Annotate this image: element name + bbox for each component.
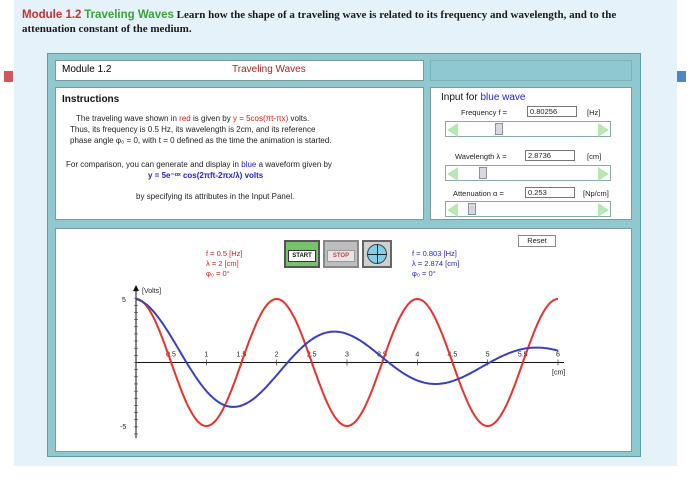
applet-module-label: Module 1.2 (62, 64, 112, 75)
x-tick-label: 2 (274, 351, 279, 359)
input-panel-heading (441, 92, 526, 103)
wavelength-slider[interactable] (445, 165, 611, 181)
side-marker-red (4, 71, 13, 82)
instruction-line-4 (66, 160, 332, 169)
start-button[interactable] (284, 240, 320, 268)
wave-graph-panel (55, 228, 632, 452)
red-phase: φ₀ = 0° (206, 269, 230, 278)
text-part: For comparison, you can generate and display in (66, 160, 242, 169)
arrow-right-icon[interactable] (598, 167, 609, 181)
instruction-line-6: by specifying its attributes in the Input Panel. (136, 192, 295, 201)
module-header (22, 8, 670, 36)
frequency-input[interactable]: 0.80256 (527, 106, 577, 117)
text-part: Input for (441, 92, 481, 103)
red-frequency: f = 0.5 [Hz] (206, 249, 243, 258)
titlebar-spacer (430, 60, 632, 81)
text-part: volts. (288, 114, 310, 123)
red-equation: y = 5cos(πt-πx) (232, 114, 289, 123)
side-marker-blue (677, 71, 686, 82)
x-tick-label: 5 (485, 351, 490, 359)
wavelength-unit: [cm] (587, 152, 602, 161)
input-panel (430, 87, 632, 220)
text-part: The traveling wave shown in (76, 114, 180, 123)
stop-button[interactable] (323, 240, 359, 268)
blue-wave-params (412, 249, 459, 279)
blue-word: blue (241, 160, 257, 169)
red-wavelength: λ = 2 [cm] (206, 259, 239, 268)
x-tick-label: 6 (556, 351, 560, 359)
frequency-slider[interactable] (445, 121, 611, 137)
applet-title: Traveling Waves (232, 64, 306, 75)
arrow-right-icon[interactable] (598, 203, 609, 217)
y-axis-label: [Volts] (142, 288, 162, 295)
blue-phase: φ₀ = 0° (412, 269, 436, 278)
module-number: Module 1.2 (22, 9, 82, 21)
stop-label: STOP (327, 250, 355, 262)
crosshair-toggle-button[interactable] (362, 240, 392, 268)
blue-frequency: f = 0.803 [Hz] (412, 249, 457, 258)
x-tick-label: 3.5 (377, 351, 387, 359)
blue-equation: y = 5e⁻ᵅˣ cos(2πft-2πx/λ) volts (148, 171, 264, 180)
attenuation-unit: [Np/cm] (583, 189, 609, 198)
wavelength-label: Wavelength λ = (455, 152, 507, 161)
slider-thumb[interactable] (479, 167, 487, 179)
x-tick-label: 0.5 (166, 351, 176, 359)
instruction-line-3: phase angle φ₀ = 0, with t = 0 defined as the time the animation is started. (70, 136, 332, 145)
y-axis-arrow (133, 285, 139, 291)
text-part: is given by (190, 114, 233, 123)
x-tick-label: 4 (415, 351, 420, 359)
module-title: Traveling Waves (84, 9, 174, 21)
x-tick-label: 2.5 (306, 351, 317, 359)
x-tick-label: 1 (204, 351, 209, 359)
wavelength-input[interactable]: 2.8736 (525, 150, 575, 161)
x-tick-label: 1.5 (236, 351, 247, 359)
arrow-left-icon[interactable] (447, 123, 458, 137)
instruction-line-2: Thus, its frequency is 0.5 Hz, its wavelength is 2cm, and its reference (70, 125, 316, 134)
instruction-line-1 (76, 114, 309, 123)
instructions-heading: Instructions (62, 94, 120, 105)
attenuation-input[interactable]: 0.253 (525, 187, 575, 198)
text-part: a waveform given by (256, 160, 332, 169)
attenuation-label: Attenuation α = (453, 189, 504, 198)
y-tick-label: 5 (122, 297, 126, 304)
x-tick-label: 3 (345, 351, 349, 359)
red-wave-params (206, 249, 242, 279)
x-axis-label: [cm] (552, 369, 566, 377)
arrow-left-icon[interactable] (447, 167, 458, 181)
y-tick-label: -5 (120, 424, 127, 431)
arrow-right-icon[interactable] (598, 123, 609, 137)
x-tick-label: 5.5 (517, 351, 528, 359)
blue-wavelength: λ = 2.874 [cm] (412, 259, 460, 268)
frequency-label: Frequency f = (461, 108, 508, 117)
instructions-panel (55, 87, 424, 220)
red-word: red (179, 114, 191, 123)
arrow-left-icon[interactable] (447, 203, 458, 217)
slider-thumb[interactable] (468, 203, 476, 215)
slider-thumb[interactable] (495, 123, 503, 135)
crosshair-v (377, 244, 378, 264)
start-label: START (288, 250, 316, 262)
x-tick-label: 4.5 (447, 351, 458, 359)
reset-button[interactable]: Reset (518, 235, 556, 247)
applet-titlebar (55, 60, 424, 81)
blue-word: blue wave (480, 92, 526, 103)
frequency-unit: [Hz] (587, 108, 601, 117)
module-description: Learn how the shape of a traveling wave is related to its frequency and wavelength, and to the attenuation constant of the medium. (22, 9, 617, 35)
applet-window (47, 53, 641, 457)
attenuation-slider[interactable] (445, 201, 611, 217)
